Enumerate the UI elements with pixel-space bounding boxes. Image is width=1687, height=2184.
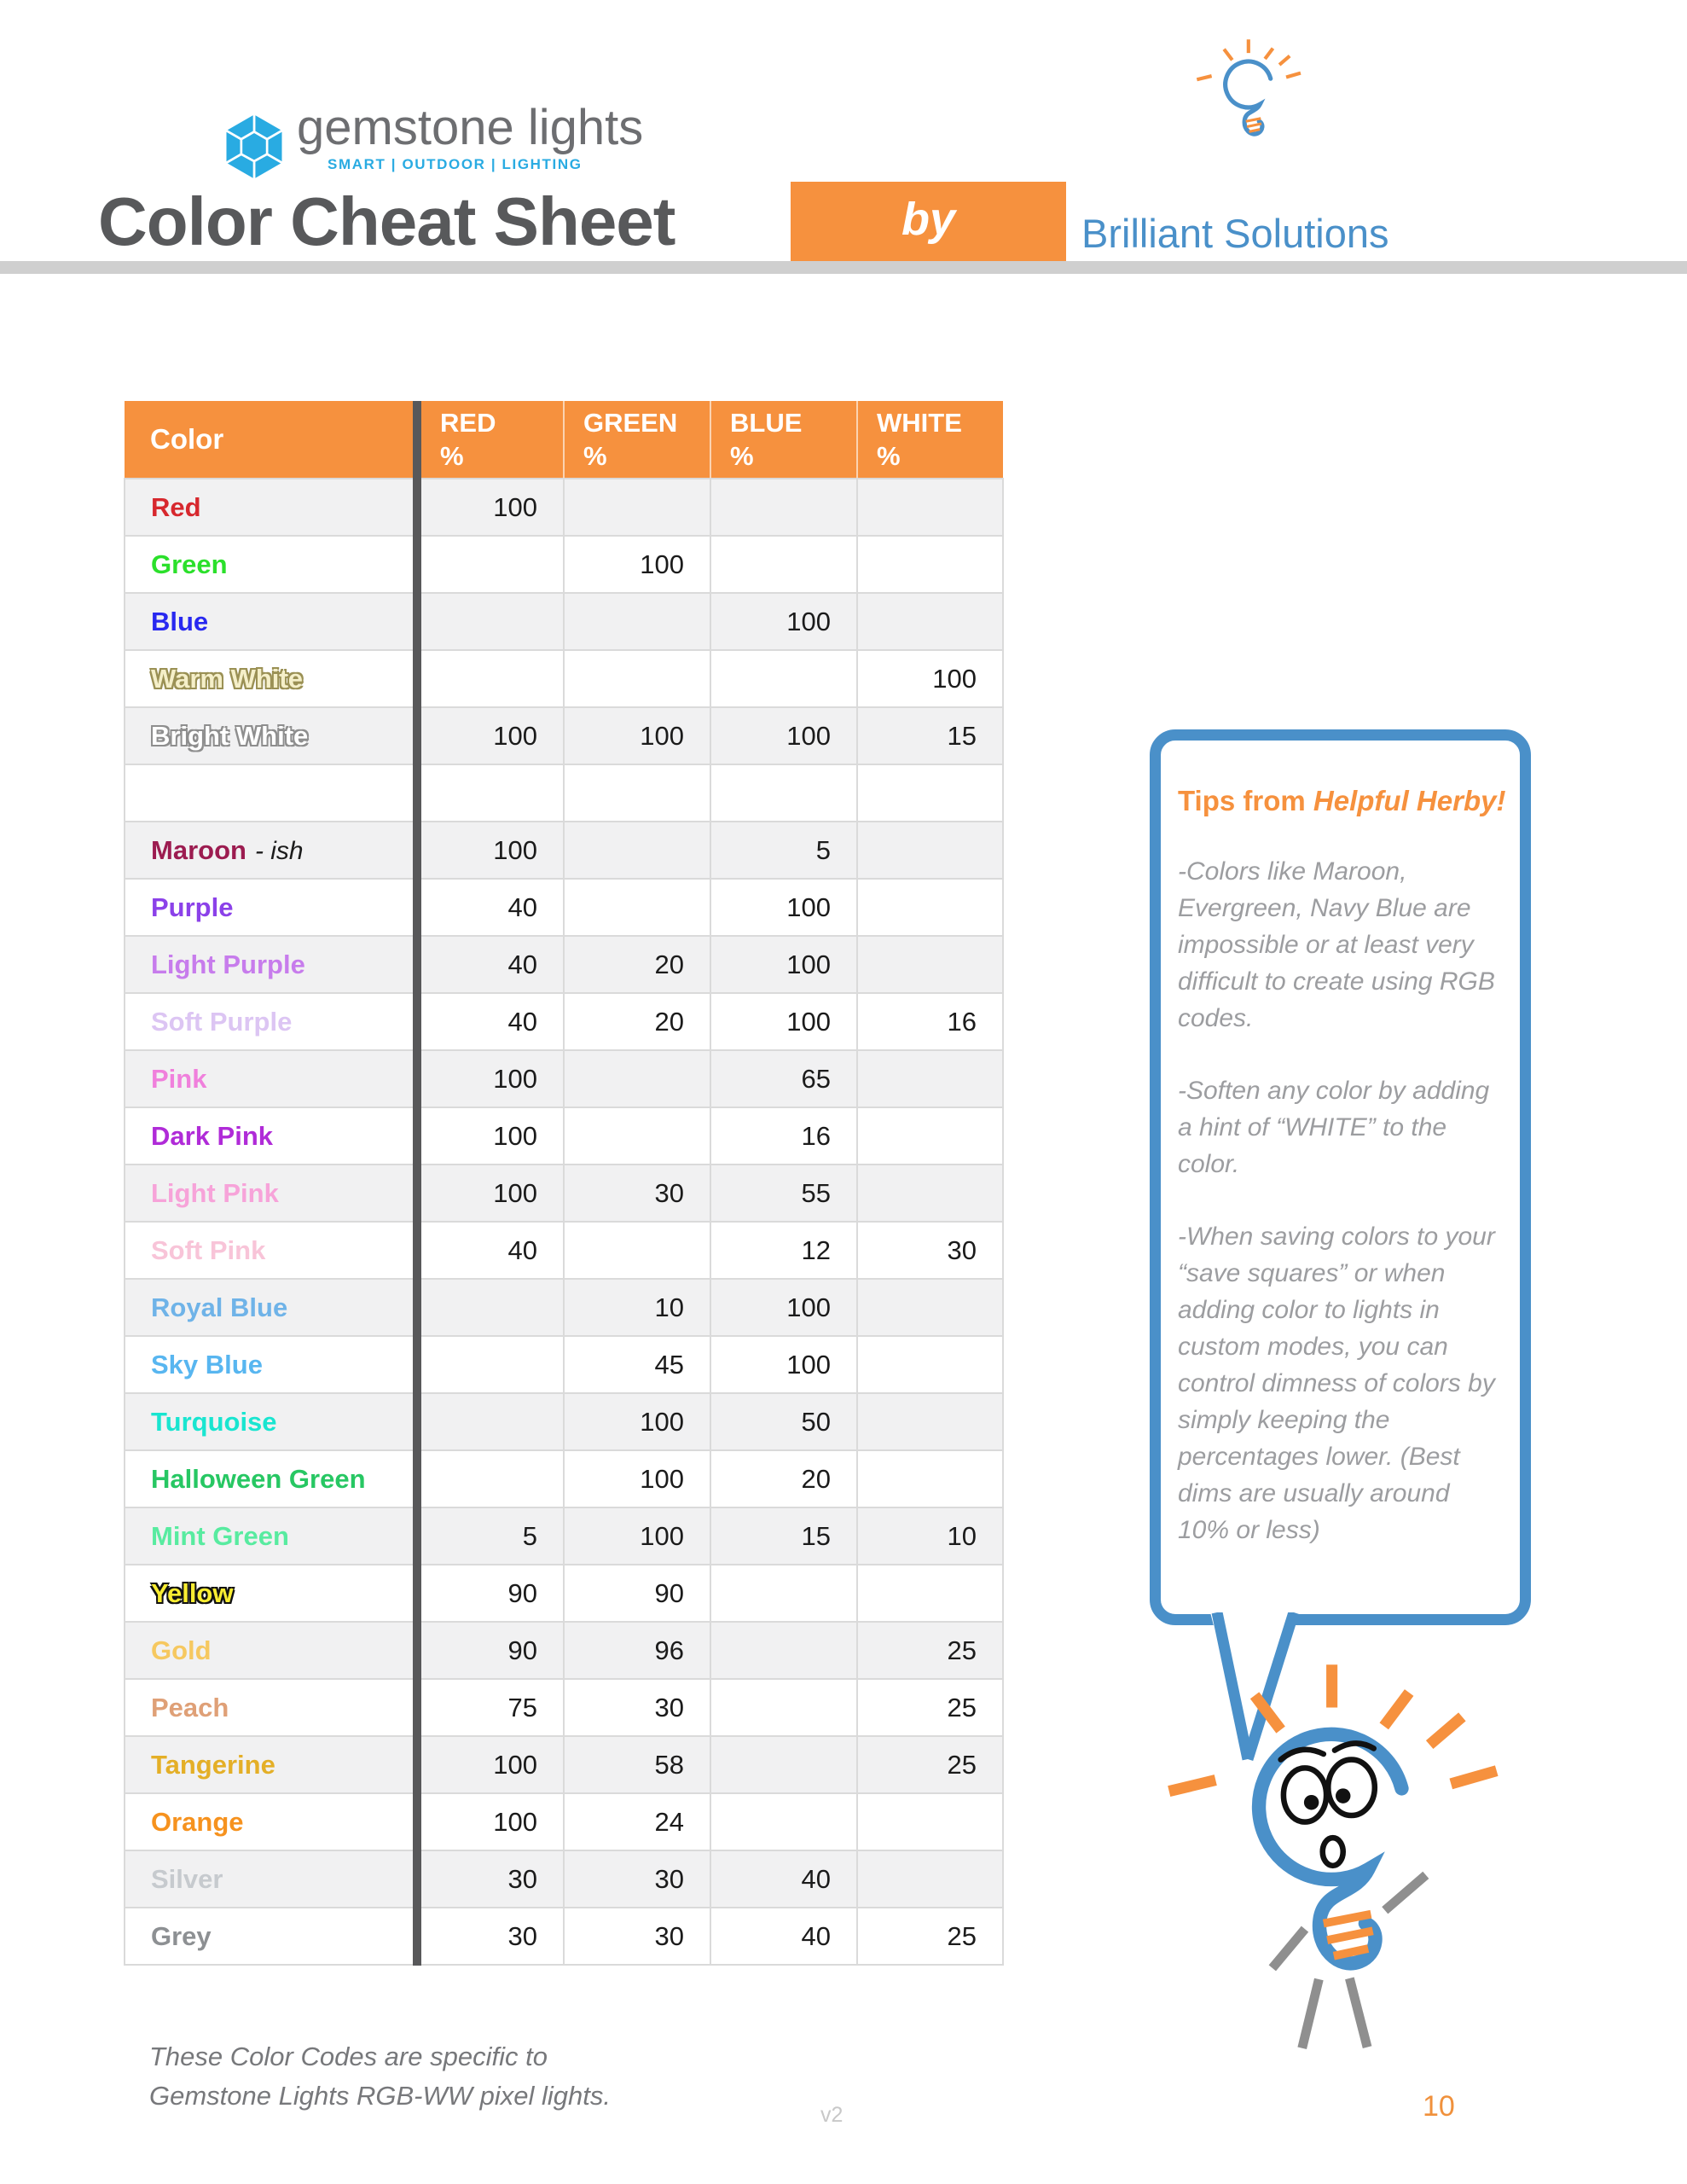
blue-value-cell: 5: [710, 822, 857, 879]
tip-paragraph: -Colors like Maroon, Evergreen, Navy Blue are impossible or at least very difficult to create using RGB codes.: [1178, 857, 1495, 1032]
blue-value-cell: [710, 650, 857, 707]
red-value-cell: 30: [417, 1850, 564, 1908]
color-name-cell: [125, 1679, 417, 1736]
blue-value-cell: [710, 1736, 857, 1793]
white-value-cell: [857, 1450, 1003, 1507]
green-value-cell: 90: [564, 1565, 710, 1622]
blue-value-cell: [710, 479, 857, 536]
green-value-cell: [564, 593, 710, 650]
color-name-cell: [125, 1908, 417, 1965]
blue-value-cell: [710, 1565, 857, 1622]
blue-value-cell: [710, 1679, 857, 1736]
table-row: [125, 1908, 1003, 1965]
column-header-blue: BLUE %: [710, 401, 857, 479]
herby-face: [1281, 1743, 1375, 1865]
white-value-cell: [857, 479, 1003, 536]
red-value-cell: [417, 764, 564, 822]
color-name-cell: [125, 1336, 417, 1393]
table-row: [125, 879, 1003, 936]
red-value-cell: 100: [417, 1107, 564, 1165]
table-row: [125, 650, 1003, 707]
color-name: Warm White: [151, 663, 303, 694]
gem-icon: [223, 109, 285, 188]
green-value-cell: 96: [564, 1622, 710, 1679]
red-value-cell: 40: [417, 1222, 564, 1279]
color-name-cell: [125, 1622, 417, 1679]
red-value-cell: 40: [417, 936, 564, 993]
table-row: [125, 822, 1003, 879]
green-value-cell: 20: [564, 936, 710, 993]
header-divider-bar: [0, 261, 1687, 274]
color-name: Maroon: [151, 834, 246, 865]
color-name: Sky Blue: [151, 1349, 263, 1380]
herby-mascot: [1141, 1653, 1551, 2100]
table-row: [125, 936, 1003, 993]
green-value-cell: 100: [564, 1393, 710, 1450]
red-value-cell: 30: [417, 1908, 564, 1965]
blue-value-cell: 50: [710, 1393, 857, 1450]
white-value-cell: [857, 1393, 1003, 1450]
color-name: Silver: [151, 1863, 223, 1894]
red-value-cell: [417, 1450, 564, 1507]
brand-name: Brilliant Solutions: [1081, 211, 1389, 256]
color-name: Green: [151, 549, 228, 579]
color-name-cell: [125, 479, 417, 536]
color-name: Grey: [151, 1920, 212, 1951]
white-value-cell: [857, 764, 1003, 822]
green-value-cell: 45: [564, 1336, 710, 1393]
color-name: Bright White: [151, 720, 309, 751]
table-row: [125, 1622, 1003, 1679]
red-value-cell: [417, 650, 564, 707]
color-name: Turquoise: [151, 1406, 277, 1437]
by-label: by: [901, 194, 956, 245]
color-name-cell: [125, 707, 417, 764]
color-name-cell: [125, 1222, 417, 1279]
color-name-cell: [125, 1107, 417, 1165]
color-name-cell: [125, 536, 417, 593]
color-name-cell: [125, 1393, 417, 1450]
tip-paragraph: -When saving colors to your “save squares” or when adding color to lights in custom modes, you can control dimness of colors by simply keeping the percentages lower. (Best dims are usually around 10% or less): [1178, 1223, 1495, 1544]
blue-value-cell: 40: [710, 1908, 857, 1965]
green-value-cell: 100: [564, 1450, 710, 1507]
red-value-cell: [417, 1336, 564, 1393]
color-name: Dark Pink: [151, 1120, 274, 1151]
white-value-cell: 25: [857, 1622, 1003, 1679]
color-name: Halloween Green: [151, 1463, 366, 1494]
white-value-cell: [857, 822, 1003, 879]
color-name: Peach: [151, 1692, 229, 1722]
column-header-red: RED %: [417, 401, 564, 479]
white-value-cell: 25: [857, 1736, 1003, 1793]
color-name-cell: [125, 764, 417, 822]
green-value-cell: [564, 1222, 710, 1279]
color-name-cell: [125, 1450, 417, 1507]
red-value-cell: 100: [417, 1165, 564, 1222]
color-name: Gold: [151, 1635, 212, 1665]
color-name-cell: [125, 879, 417, 936]
color-name-cell: [125, 650, 417, 707]
white-value-cell: 16: [857, 993, 1003, 1050]
blue-value-cell: 100: [710, 936, 857, 993]
color-name-cell: [125, 1850, 417, 1908]
table-row: [125, 1165, 1003, 1222]
table-row: [125, 1393, 1003, 1450]
footer-note: These Color Codes are specific to Gemstone Lights RGB-WW pixel lights.: [149, 2042, 611, 2111]
color-name-cell: [125, 1793, 417, 1850]
green-value-cell: 10: [564, 1279, 710, 1336]
gemstone-wordmark: gemstone lights: [297, 100, 644, 155]
blue-value-cell: 100: [710, 707, 857, 764]
white-value-cell: [857, 1850, 1003, 1908]
red-value-cell: 90: [417, 1622, 564, 1679]
color-name: Royal Blue: [151, 1292, 288, 1322]
color-name: Tangerine: [151, 1749, 275, 1780]
green-value-cell: 30: [564, 1850, 710, 1908]
table-row: [125, 1565, 1003, 1622]
table-row: [125, 1336, 1003, 1393]
green-value-cell: [564, 822, 710, 879]
color-name: Yellow: [151, 1577, 234, 1608]
page-title: Color Cheat Sheet: [98, 183, 675, 259]
red-value-cell: 90: [417, 1565, 564, 1622]
table-row: [125, 1679, 1003, 1736]
color-name-cell: [125, 593, 417, 650]
table-row: [125, 764, 1003, 822]
table-row: [125, 1107, 1003, 1165]
color-name-cell: [125, 822, 417, 879]
white-value-cell: 30: [857, 1222, 1003, 1279]
blue-value-cell: 100: [710, 1279, 857, 1336]
table-row: [125, 536, 1003, 593]
white-value-cell: [857, 1107, 1003, 1165]
blue-value-cell: [710, 1622, 857, 1679]
table-row: [125, 1222, 1003, 1279]
color-name: Orange: [151, 1806, 244, 1837]
blue-value-cell: 15: [710, 1507, 857, 1565]
blue-value-cell: [710, 536, 857, 593]
color-name: Mint Green: [151, 1520, 289, 1551]
green-value-cell: [564, 1050, 710, 1107]
table-row: [125, 479, 1003, 536]
table-row: [125, 593, 1003, 650]
color-name: Pink: [151, 1063, 207, 1094]
table-row: [125, 707, 1003, 764]
tip-paragraph: -Soften any color by adding a hint of “WHITE” to the color.: [1178, 1077, 1490, 1178]
green-value-cell: [564, 650, 710, 707]
blue-value-cell: [710, 1793, 857, 1850]
red-value-cell: [417, 1279, 564, 1336]
color-name: Soft Purple: [151, 1006, 293, 1037]
green-value-cell: 100: [564, 536, 710, 593]
color-name: Light Purple: [151, 949, 305, 979]
green-value-cell: [564, 1107, 710, 1165]
white-value-cell: [857, 1336, 1003, 1393]
color-name-cell: [125, 1050, 417, 1107]
table-row: [125, 1507, 1003, 1565]
color-name: Red: [151, 491, 201, 522]
red-value-cell: 100: [417, 1793, 564, 1850]
color-name: Blue: [151, 606, 209, 636]
color-table-body: [125, 479, 1003, 1965]
green-value-cell: 20: [564, 993, 710, 1050]
green-value-cell: 58: [564, 1736, 710, 1793]
column-header-white: WHITE %: [857, 401, 1003, 479]
table-row: [125, 1279, 1003, 1336]
green-value-cell: 24: [564, 1793, 710, 1850]
red-value-cell: [417, 536, 564, 593]
blue-value-cell: 16: [710, 1107, 857, 1165]
column-header-color: Color: [125, 401, 417, 479]
red-value-cell: 100: [417, 479, 564, 536]
green-value-cell: 30: [564, 1679, 710, 1736]
tips-title: Tips from Helpful Herby!: [1178, 785, 1506, 816]
blue-value-cell: 100: [710, 593, 857, 650]
blue-value-cell: 100: [710, 879, 857, 936]
blue-value-cell: [710, 764, 857, 822]
table-row: [125, 993, 1003, 1050]
white-value-cell: [857, 1050, 1003, 1107]
green-value-cell: 100: [564, 1507, 710, 1565]
gemstone-tagline: SMART | OUTDOOR | LIGHTING: [328, 156, 583, 172]
white-value-cell: 10: [857, 1507, 1003, 1565]
white-value-cell: [857, 1279, 1003, 1336]
red-value-cell: 75: [417, 1679, 564, 1736]
blue-value-cell: 20: [710, 1450, 857, 1507]
color-name-cell: [125, 1507, 417, 1565]
table-row: [125, 1793, 1003, 1850]
white-value-cell: [857, 593, 1003, 650]
color-name-cell: [125, 1565, 417, 1622]
white-value-cell: [857, 879, 1003, 936]
gemstone-logo: [297, 101, 643, 173]
red-value-cell: [417, 593, 564, 650]
red-value-cell: 100: [417, 1050, 564, 1107]
green-value-cell: 30: [564, 1908, 710, 1965]
white-value-cell: [857, 1793, 1003, 1850]
red-value-cell: 100: [417, 1736, 564, 1793]
blue-value-cell: 12: [710, 1222, 857, 1279]
color-table: [124, 401, 1004, 1966]
white-value-cell: [857, 936, 1003, 993]
red-value-cell: 100: [417, 707, 564, 764]
table-row: [125, 1050, 1003, 1107]
table-row: [125, 1736, 1003, 1793]
color-name: Light Pink: [151, 1177, 279, 1208]
color-name: Purple: [151, 892, 234, 922]
blue-value-cell: 100: [710, 993, 857, 1050]
table-row: [125, 1850, 1003, 1908]
blue-value-cell: 55: [710, 1165, 857, 1222]
version-label: v2: [820, 2103, 844, 2127]
blue-value-cell: 65: [710, 1050, 857, 1107]
white-value-cell: [857, 1165, 1003, 1222]
blue-value-cell: 100: [710, 1336, 857, 1393]
table-row: [125, 1450, 1003, 1507]
green-value-cell: 100: [564, 707, 710, 764]
by-badge: [791, 182, 1066, 262]
page-number: 10: [1423, 2090, 1455, 2123]
white-value-cell: [857, 1565, 1003, 1622]
green-value-cell: [564, 764, 710, 822]
white-value-cell: [857, 536, 1003, 593]
color-name-cell: [125, 1165, 417, 1222]
blue-value-cell: 40: [710, 1850, 857, 1908]
white-value-cell: 25: [857, 1679, 1003, 1736]
green-value-cell: [564, 479, 710, 536]
color-name: Soft Pink: [151, 1234, 266, 1265]
green-value-cell: [564, 879, 710, 936]
red-value-cell: 100: [417, 822, 564, 879]
red-value-cell: 40: [417, 993, 564, 1050]
column-header-green: GREEN %: [564, 401, 710, 479]
white-value-cell: 100: [857, 650, 1003, 707]
color-name-cell: [125, 1736, 417, 1793]
red-value-cell: 40: [417, 879, 564, 936]
color-name-cell: [125, 1279, 417, 1336]
red-value-cell: [417, 1393, 564, 1450]
lightbulb-icon: [1188, 36, 1318, 177]
white-value-cell: 25: [857, 1908, 1003, 1965]
red-value-cell: 5: [417, 1507, 564, 1565]
color-name-cell: [125, 936, 417, 993]
color-name-cell: [125, 993, 417, 1050]
green-value-cell: 30: [564, 1165, 710, 1222]
color-name-suffix: - ish: [254, 836, 304, 865]
color-table-header: [125, 401, 1003, 479]
tips-speech-bubble: [1150, 729, 1531, 1625]
white-value-cell: 15: [857, 707, 1003, 764]
